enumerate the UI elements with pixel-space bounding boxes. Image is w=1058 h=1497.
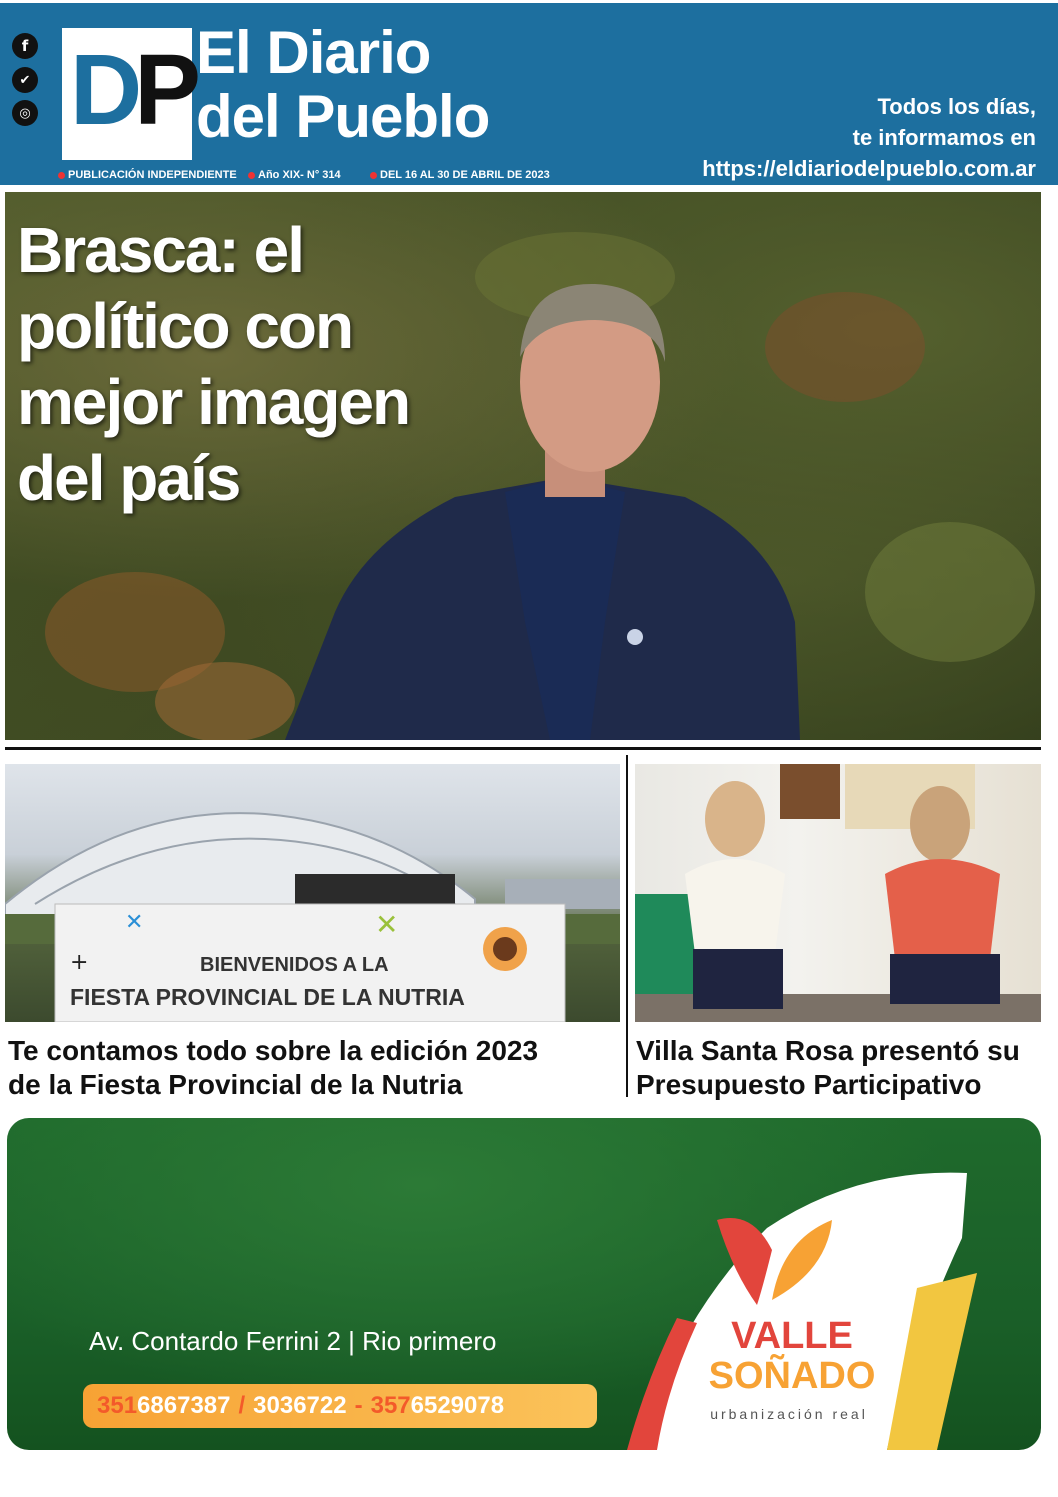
phone-number: 3036722 (253, 1392, 347, 1419)
column-divider (626, 755, 628, 1097)
caption-line: Villa Santa Rosa presentó su (636, 1035, 1020, 1066)
hero-headline[interactable] (17, 212, 487, 516)
logo-letter-d: D (70, 34, 135, 146)
ad-phones[interactable] (83, 1384, 597, 1428)
svg-text:✕: ✕ (375, 908, 399, 941)
phone-separator: / (238, 1392, 246, 1419)
tagline-line-1: Todos los días, (877, 94, 1036, 119)
phone-prefix: 357 (370, 1392, 411, 1419)
santa-rosa-scene (635, 764, 1041, 1022)
caption-line: Presupuesto Participativo (636, 1069, 982, 1100)
ad-brand (697, 1316, 887, 1396)
advertisement[interactable] (7, 1118, 1041, 1450)
phone-separator: - (354, 1392, 363, 1419)
tagline (702, 91, 1036, 184)
svg-text:+: + (70, 950, 89, 975)
facebook-icon[interactable]: f (12, 33, 38, 59)
story-right-caption[interactable] (636, 1034, 1028, 1102)
masthead (0, 3, 1058, 185)
meta-issue: Año XIX- N° 314 (248, 169, 341, 181)
headline-line: político con (17, 290, 353, 362)
brand-line-1: El Diario (196, 19, 431, 86)
logo-letter-p: P (134, 34, 193, 146)
section-divider (5, 747, 1041, 750)
headline-line: mejor imagen (17, 366, 410, 438)
brand-line-sonado: SOÑADO (708, 1355, 876, 1397)
caption-line: Te contamos todo sobre la edición 2023 (8, 1035, 539, 1066)
banner-line-2: FIESTA PROVINCIAL DE LA NUTRIA (70, 984, 465, 1010)
brand-name (196, 21, 489, 149)
brand-line-2: del Pueblo (196, 83, 490, 150)
headline-line: del país (17, 442, 240, 514)
banner-line-1: BIENVENIDOS A LA (200, 954, 389, 976)
meta-date: DEL 16 AL 30 DE ABRIL DE 2023 (370, 169, 550, 181)
ad-brand-subtitle: urbanización real (710, 1406, 868, 1422)
fiesta-photo[interactable] (5, 764, 620, 1022)
phone-number: 6867387 (137, 1392, 231, 1419)
instagram-icon[interactable]: ◎ (12, 100, 38, 126)
phone-number: 6529078 (410, 1392, 505, 1419)
svg-text:✕: ✕ (125, 910, 144, 935)
phone-prefix: 351 (97, 1392, 138, 1419)
twitter-icon[interactable]: ✔ (12, 67, 38, 93)
story-left-caption[interactable] (8, 1034, 608, 1102)
tagline-line-2: te informamos en (852, 125, 1036, 150)
headline-line: Brasca: el (17, 214, 303, 286)
caption-line: de la Fiesta Provincial de la Nutria (8, 1069, 463, 1100)
ad-address: Av. Contardo Ferrini 2 | Rio primero (89, 1326, 497, 1356)
brand-line-valle: VALLE (731, 1315, 853, 1357)
hero-photo (5, 192, 1041, 740)
valle-sonado-logo-mark (712, 1210, 842, 1310)
tagline-url[interactable]: https://eldiariodelpueblo.com.ar (702, 156, 1036, 181)
santa-rosa-photo[interactable] (635, 764, 1041, 1022)
meta-publication: PUBLICACIÓN INDEPENDIENTE (58, 169, 237, 181)
logo (62, 28, 192, 160)
